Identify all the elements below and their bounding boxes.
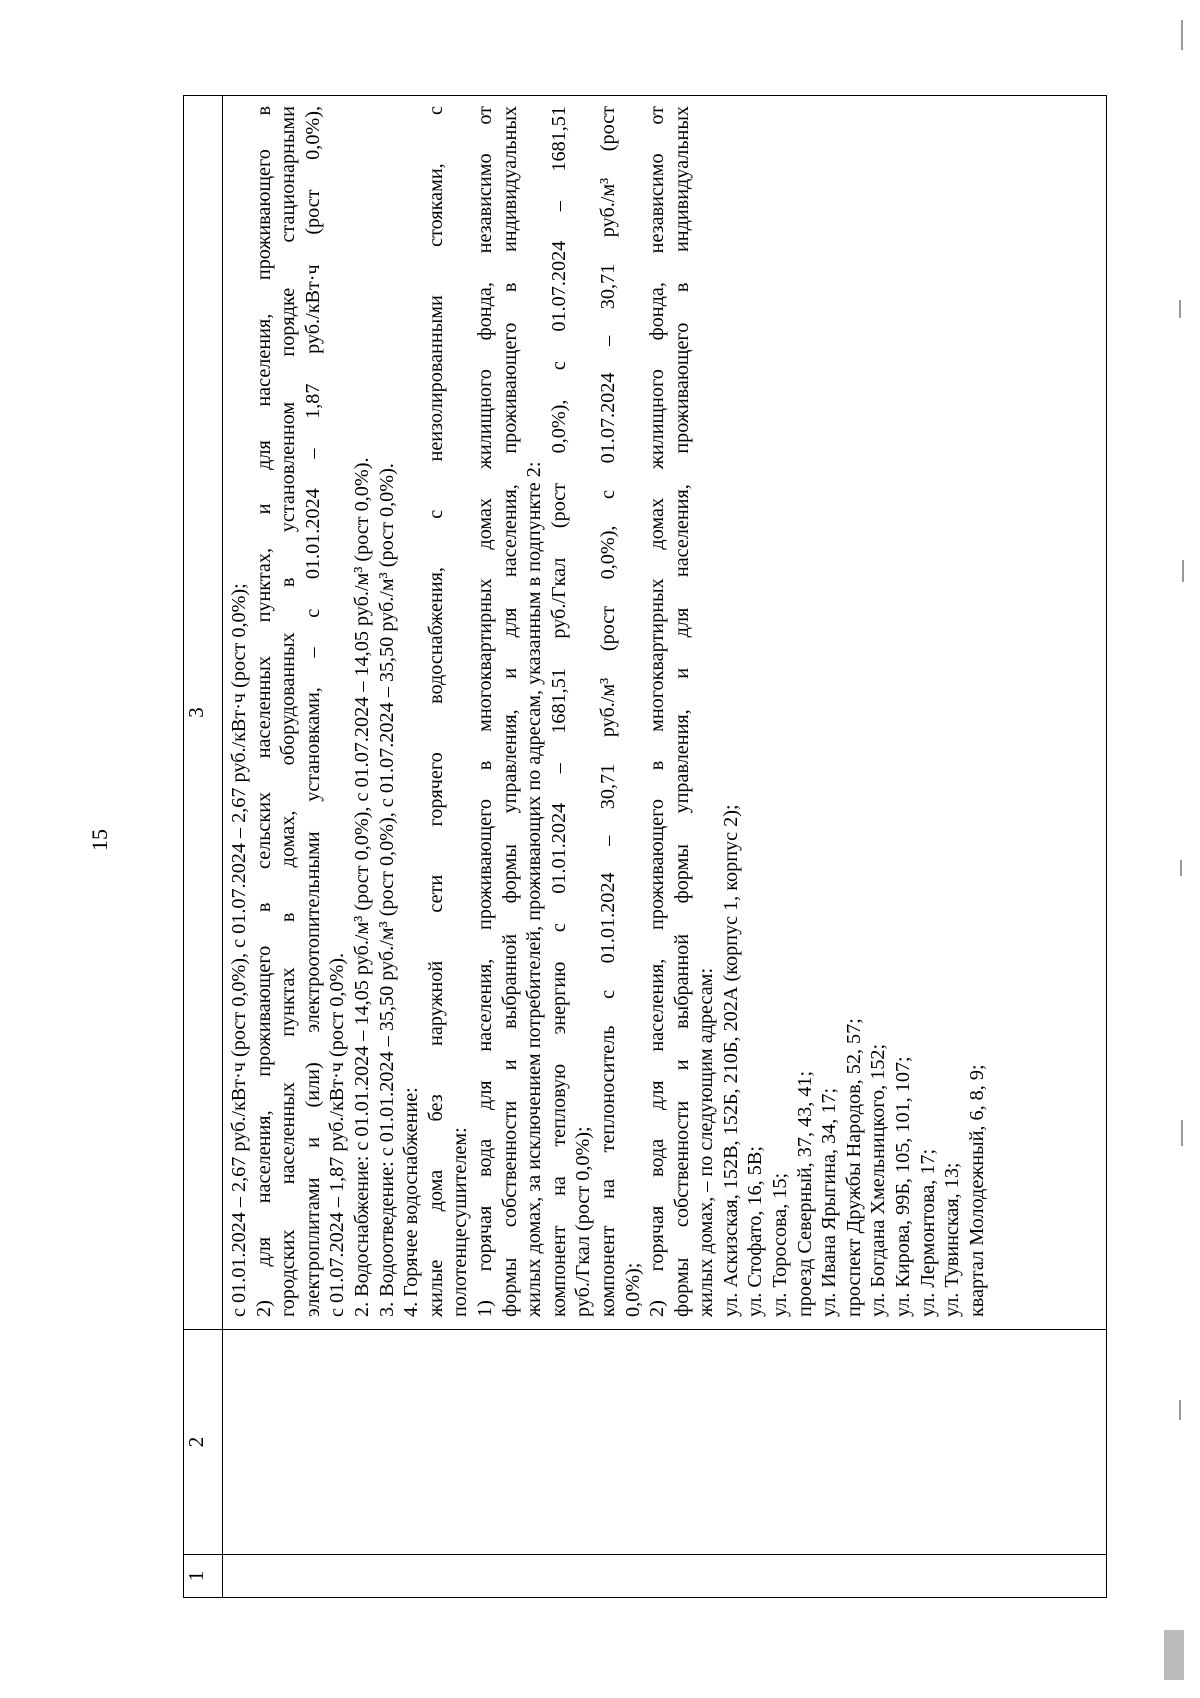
header-cell-2: 2 <box>184 1330 223 1555</box>
text-line: 2) для населения, проживающего в сельских населенных пунктах, и для населения, проживающего в <box>252 106 275 1317</box>
text-line: ул. Торосова, 15; <box>769 1172 792 1317</box>
text-line: компонент на теплоноситель с 01.01.2024 – 30,71 руб./м³ (рост 0,0%), с 01.07.2024 – 30,71 руб./м³ (рост <box>596 106 619 1317</box>
text-line: 3. Водоотведение: с 01.01.2024 – 35,50 руб./м³ (рост 0,0%), с 01.07.2024 – 35,50 руб./м³ (рост 0,0%). <box>375 463 398 1317</box>
text-line: проезд Северный, 37, 43, 41; <box>793 1070 816 1317</box>
text-line: ул. Аскизская, 152В, 152Б, 210Б, 202А (корпус 1, корпус 2); <box>719 804 742 1317</box>
text-line: с 01.07.2024 – 1,87 руб./кВт·ч (рост 0,0%). <box>326 952 349 1317</box>
text-line: ул. Богдана Хмельницкого, 152; <box>867 1043 890 1317</box>
table-body-row <box>223 96 1107 1598</box>
text-line: 1) горячая вода для населения, проживающего в многоквартирных домах жилищного фонда, независимо от <box>473 106 496 1317</box>
body-cell-1 <box>223 1555 1107 1598</box>
header-cell-1: 1 <box>184 1555 223 1598</box>
text-line: полотенцесушителем: <box>449 1127 472 1317</box>
text-line: ул. Лермонтова, 17; <box>916 1148 939 1317</box>
text-line: жилые дома без наружной сети горячего водоснабжения, с неизолированными стояками, с <box>424 106 447 1317</box>
body-cell-2 <box>223 1330 1107 1555</box>
body-cell-3 <box>223 96 1107 1330</box>
text-line: компонент на тепловую энергию с 01.01.2024 – 1681,51 руб./Гкал (рост 0,0%), с 01.07.2024 – 1681,51 <box>547 106 570 1317</box>
text-line: формы собственности и выбранной формы управления, и для населения, проживающего в индивидуальных <box>498 106 521 1317</box>
text-line: электроплитами и (или) электроотопительными установками, – с 01.01.2024 – 1,87 руб./кВт·ч (рост 0,0%), <box>301 106 324 1317</box>
header-cell-3: 3 <box>184 96 223 1330</box>
text-line: проспект Дружбы Народов, 52, 57; <box>842 1018 865 1317</box>
rotated-table-wrapper <box>183 95 1107 1598</box>
text-line: ул. Кирова, 99Б, 105, 101, 107; <box>892 1056 915 1317</box>
text-line: ул. Стофато, 16, 5В; <box>744 1146 767 1317</box>
table-header-row <box>184 96 223 1598</box>
text-line: ул. Тувинская, 13; <box>941 1162 964 1317</box>
text-line: 2) горячая вода для населения, проживающего в многоквартирных домах жилищного фонда, независимо от <box>646 106 669 1317</box>
page-number: 15 <box>87 829 112 851</box>
text-line: городских населенных пунктах в домах, оборудованных в установленном порядке стационарными <box>277 106 300 1317</box>
text-line: 0,0%); <box>621 1262 644 1317</box>
text-line: квартал Молодежный, 6, 8, 9; <box>965 1064 988 1317</box>
tariff-table <box>183 95 1107 1598</box>
text-line: ул. Ивана Ярыгина, 34, 17; <box>818 1087 841 1317</box>
text-line: руб./Гкал (рост 0,0%); <box>572 1126 595 1317</box>
text-line: 2. Водоснабжение: с 01.01.2024 – 14,05 руб./м³ (рост 0,0%), с 01.07.2024 – 14,05 руб./м³ (рост 0,0%). <box>350 457 373 1317</box>
text-line: с 01.01.2024 – 2,67 руб./кВт·ч (рост 0,0%), с 01.07.2024 – 2,67 руб./кВт·ч (рост 0,0%); <box>228 583 250 1317</box>
text-line: жилых домах, – по следующим адресам: <box>695 967 718 1317</box>
text-line: формы собственности и выбранной формы управления, и для населения, проживающего в индивидуальных <box>670 106 693 1317</box>
text-line: 4. Горячее водоснабжение: <box>400 1087 423 1317</box>
text-line: жилых домах, за исключением потребителей, проживающих по адресам, указанным в подпункте 2: <box>523 461 546 1317</box>
